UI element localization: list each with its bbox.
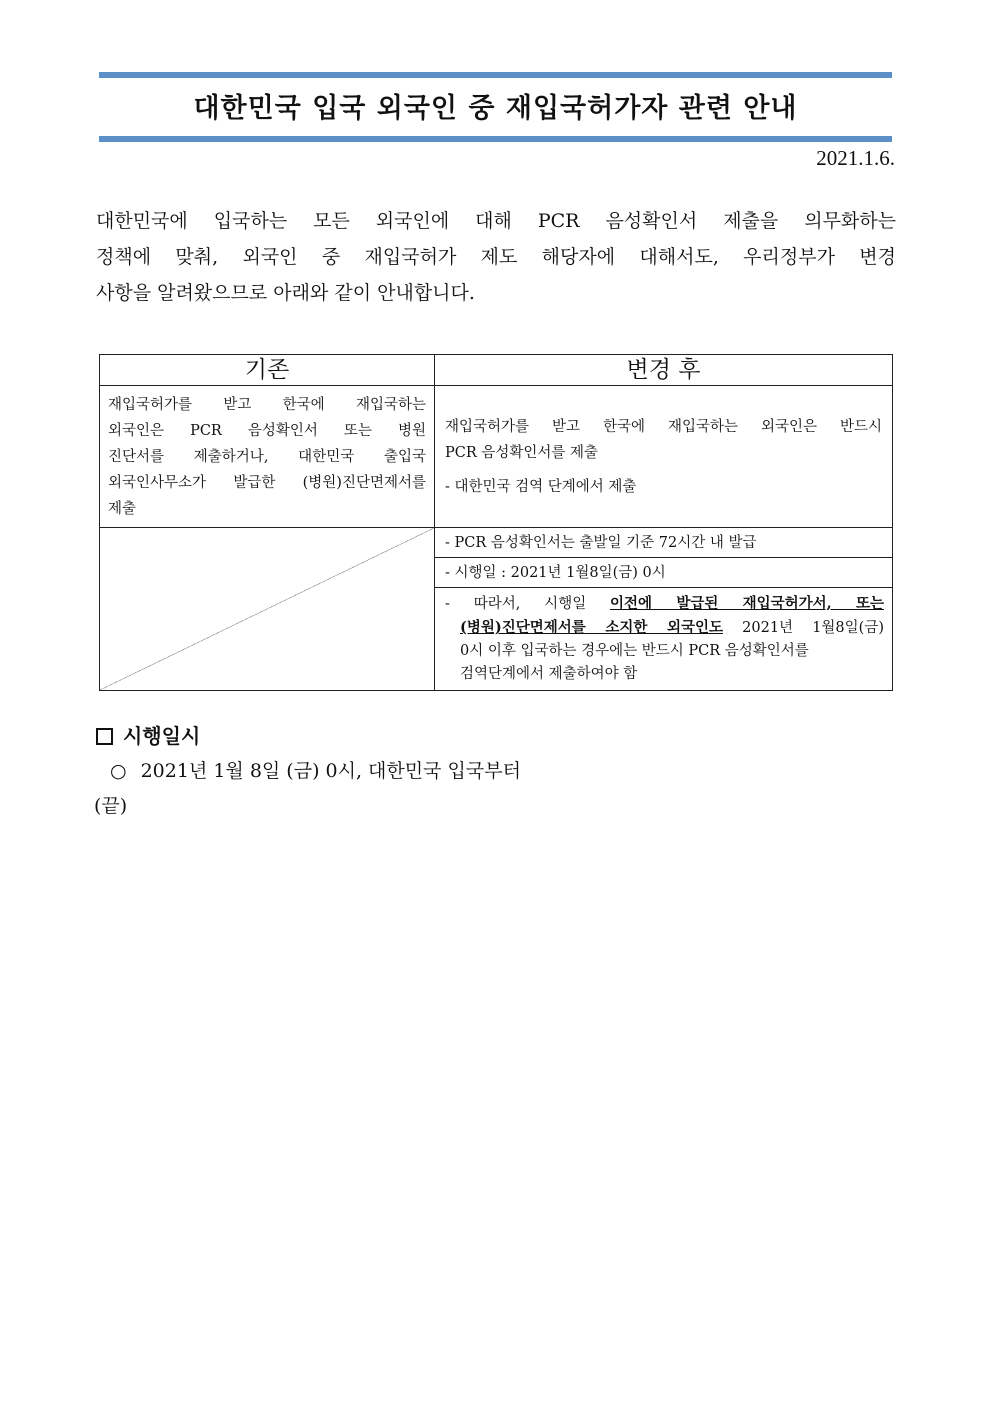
note-line-2	[445, 616, 884, 640]
before-line: 재입국허가를 받고 한국에 재입국하는	[108, 396, 426, 413]
document-date: 2021.1.6.	[816, 146, 895, 170]
issue-row: - PCR 음성확인서는 출발일 기준 72시간 내 발급	[435, 528, 893, 558]
before-line: 진단서를 제출하거나, 대한민국 출입국	[108, 448, 426, 465]
intro-paragraph	[96, 203, 896, 311]
note-row	[435, 588, 893, 691]
title-rule-bottom	[99, 136, 892, 142]
intro-line: 정책에 맞춰, 외국인 중 재입국허가 제도 해당자에 대해서도, 우리정부가 변경	[96, 246, 896, 268]
before-cell	[100, 386, 435, 528]
section-heading	[96, 720, 200, 749]
before-line: 외국인은 PCR 음성확인서 또는 병원	[108, 422, 426, 439]
header-after: 변경 후	[435, 355, 893, 386]
section-heading-text: 시행일시	[123, 724, 201, 748]
note-line-4: 검역단계에서 제출하여야 함	[460, 666, 638, 682]
note-line-3: 0시 이후 입국하는 경우에는 반드시 PCR 음성확인서를	[460, 643, 809, 659]
intro-line: 대한민국에 입국하는 모든 외국인에 대해 PCR 음성확인서 제출을 의무화하는	[96, 210, 896, 232]
end-mark: (끝)	[94, 795, 128, 817]
intro-line: 사항을 알려왔으므로 아래와 같이 안내합니다.	[96, 282, 475, 304]
bullet-item	[110, 756, 521, 783]
title-rule-top	[99, 72, 892, 78]
note-bold-2: (병원)진단면제서를 소지한 외국인도	[460, 619, 723, 636]
bullet-circle: ○	[110, 760, 127, 782]
diagonal-line	[100, 528, 434, 690]
effective-row: - 시행일 : 2021년 1월8일(금) 0시	[435, 558, 893, 588]
note-prefix: - 따라서, 시행일	[445, 596, 611, 612]
header-before: 기존	[100, 355, 435, 386]
after-line: 재입국허가를 받고 한국에 재입국하는 외국인은 반드시	[445, 418, 882, 435]
bullet-text: 2021년 1월 8일 (금) 0시, 대한민국 입국부터	[140, 760, 521, 782]
after-line: PCR 음성확인서를 제출	[445, 444, 599, 461]
note-bold-1: 이전에 발급된 재입국허가서, 또는	[610, 595, 884, 612]
note-mid: 2021년 1월8일(금)	[723, 620, 884, 636]
before-line: 외국인사무소가 발급한 (병원)진단면제서를	[108, 474, 426, 491]
before-line: 제출	[108, 500, 137, 517]
empty-diagonal-cell	[100, 528, 435, 691]
document-title: 대한민국 입국 외국인 중 재입국허가자 관련 안내	[193, 93, 798, 124]
comparison-table	[99, 354, 893, 691]
after-cell	[435, 386, 893, 528]
after-sub: - 대한민국 검역 단계에서 제출	[445, 478, 637, 495]
after-main	[445, 414, 882, 466]
checkbox-square-icon	[96, 728, 113, 745]
note-line-1	[445, 592, 884, 616]
